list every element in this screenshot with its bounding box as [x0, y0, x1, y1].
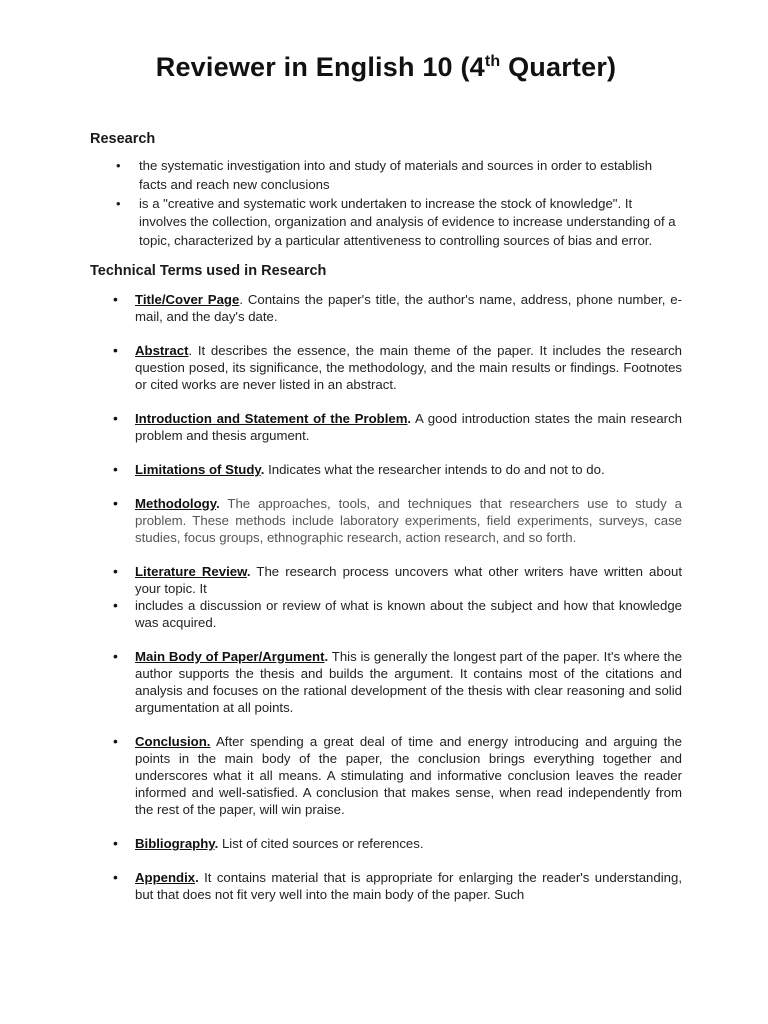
term-description: List of cited sources or references.	[218, 835, 424, 851]
term-item: • Limitations of Study. Indicates what the researcher intends to do and not to do.	[90, 461, 682, 478]
technical-terms-list	[90, 291, 682, 903]
term-item: • Introduction and Statement of the Problem. A good introduction states the main research problem and thesis argument.	[90, 410, 682, 444]
term-description: Indicates what the researcher intends to do and not to do.	[264, 461, 605, 477]
technical-terms-heading: Technical Terms used in Research	[90, 262, 327, 279]
term-name: Title/Cover Page	[135, 291, 240, 307]
term-name: Literature Review	[135, 563, 247, 579]
term-item: • Bibliography. List of cited sources or references.	[90, 835, 682, 852]
term-name: Abstract	[135, 342, 189, 358]
term-item: • Main Body of Paper/Argument. This is generally the longest part of the paper. It's where the author supports the thesis and builds the argument. It contains most of the citations and analysis and focuses on the rational development of the thesis with clear reasoning and solid argumentation at all points.	[90, 648, 682, 716]
term-name: Bibliography	[135, 835, 215, 851]
term-item: • Literature Review. The research process uncovers what other writers have written about your topic. It	[90, 563, 682, 597]
term-name: Limitations of Study	[135, 461, 261, 477]
term-description: It describes the essence, the main theme of the paper. It includes the research question posed, its significance, the methodology, and the main results or findings. Footnotes or cited works are never listed in an abstract.	[135, 342, 682, 392]
term-description: A good introduction states the main research problem and thesis argument.	[135, 410, 682, 443]
term-description: After spending a great deal of time and energy introducing and arguing the points in the main body of the paper, the conclusion brings everything together and underscores what it all means. A stimulating and informative conclusion leaves the reader informed and well-satisfied. A conclusion that makes sense, when read independently from the rest of the paper, will win praise.	[135, 733, 682, 817]
term-description: It contains material that is appropriate for enlarging the reader's understanding, but that does not fit very well into the main body of the paper. Such	[135, 869, 682, 902]
term-name: Main Body of Paper/Argument	[135, 648, 325, 664]
term-description: The approaches, tools, and techniques that researchers use to study a problem. These methods include laboratory experiments, field experiments, surveys, case studies, focus groups, ethnographic research, action research, and so forth.	[135, 495, 682, 545]
term-name: Appendix	[135, 869, 196, 885]
term-description: includes a discussion or review of what is known about the subject and how that knowledge was acquired.	[135, 597, 682, 630]
document-title: Reviewer in English 10 (4th Quarter)	[155, 52, 617, 82]
research-heading: Research	[90, 131, 156, 147]
research-bullet: • the systematic investigation into and study of materials and sources in order to establish facts and reach new conclusions	[90, 157, 682, 195]
term-description: This is generally the longest part of the paper. It's where the author supports the thesis and builds the argument. It contains most of the citations and analysis and focuses on the rational development of the thesis with clear reasoning and solid argumentation at all points.	[135, 648, 682, 715]
term-item: • Title/Cover Page. Contains the paper's title, the author's name, address, phone number, e-mail, and the day's date.	[90, 291, 682, 325]
term-item-continued	[90, 597, 682, 631]
research-bullet: • is a "creative and systematic work undertaken to increase the stock of knowledge". It involves the collection, organization and analysis of evidence to increase understanding of a topic, characterized by a particular attentiveness to controlling sources of bias and error.	[90, 195, 682, 251]
term-name: Conclusion.	[135, 733, 211, 749]
term-description: The research process uncovers what other writers have written about your topic. It	[135, 563, 682, 596]
term-item: • Appendix. It contains material that is appropriate for enlarging the reader's understanding, but that does not fit very well into the main body of the paper. Such	[90, 869, 682, 903]
term-description: Contains the paper's title, the author's name, address, phone number, e-mail, and the day's date.	[135, 291, 682, 324]
term-name: Introduction and Statement of the Problem	[135, 410, 408, 426]
term-item: • Methodology. The approaches, tools, and techniques that researchers use to study a problem. These methods include laboratory experiments, field experiments, surveys, case studies, focus groups, ethnographic research, action research, and so forth.	[90, 495, 682, 546]
term-name: Methodology	[135, 495, 217, 511]
term-item	[90, 733, 682, 818]
term-item: • Abstract. It describes the essence, the main theme of the paper. It includes the research question posed, its significance, the methodology, and the main results or findings. Footnotes or cited works are never listed in an abstract.	[90, 342, 682, 393]
research-definition-list	[90, 157, 682, 251]
